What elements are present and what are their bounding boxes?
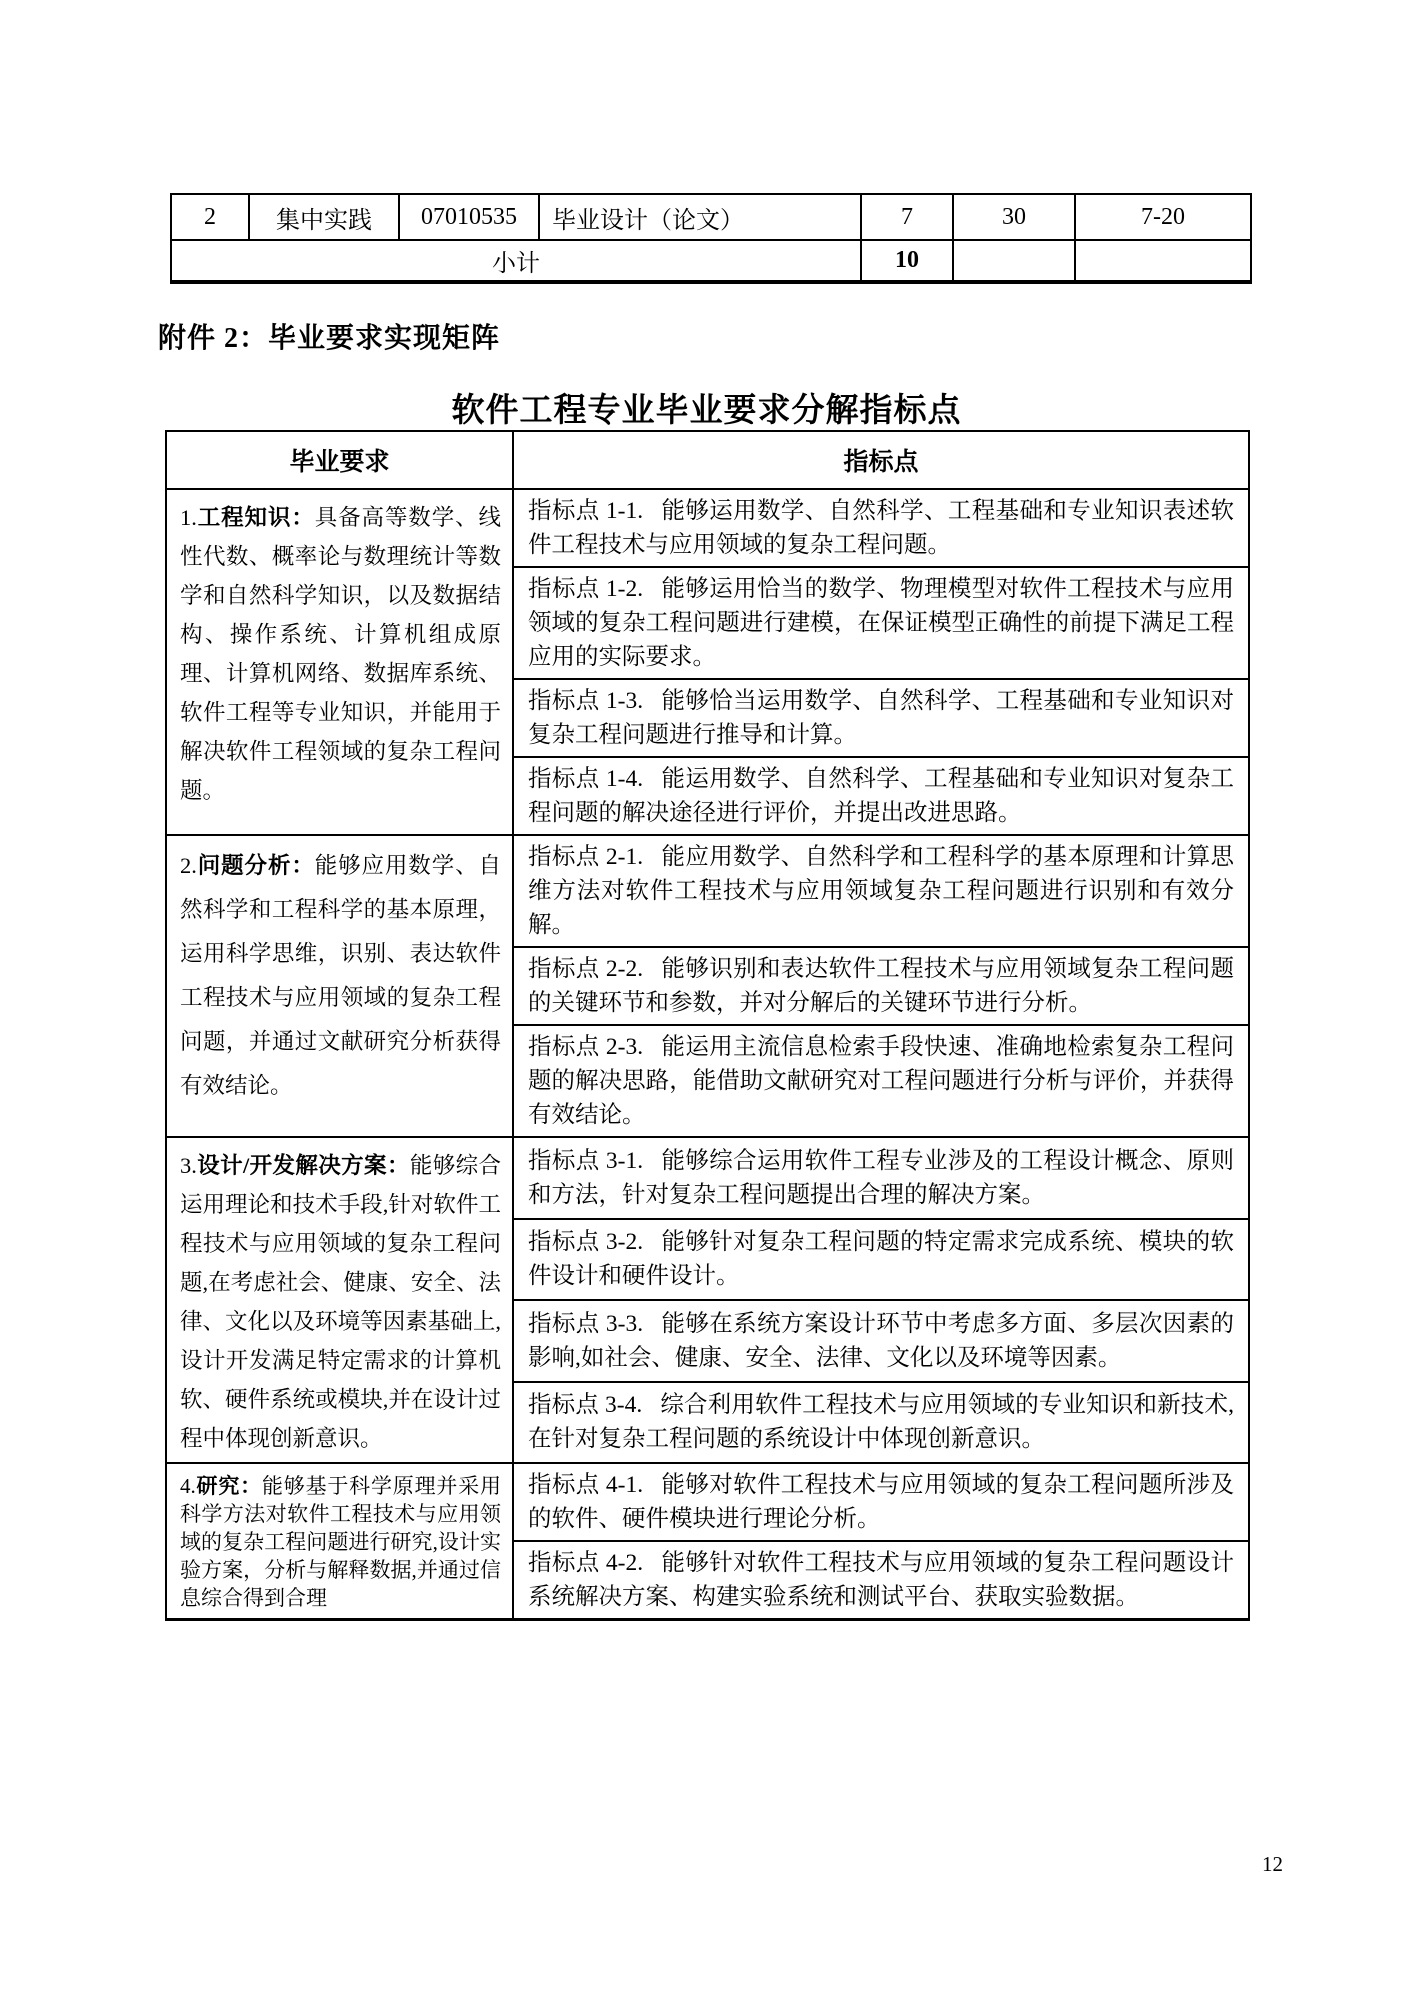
requirement-term: 设计/开发解决方案： (196, 1153, 410, 1178)
indicator-text: 能运用数学、自然科学、工程基础和专业知识对复杂工程问题的解决途径进行评价，并提出改进思路。 (528, 766, 1235, 826)
requirement-body: 能够应用数学、自然科学和工程科学的基本原理，运用科学思维，识别、表达软件工程技术与应用领域的复杂工程问题，并通过文献研究分析获得有效结论。 (180, 853, 501, 1098)
requirement-number: 3. (180, 1153, 197, 1178)
indicator-cell-2-1 (513, 835, 1249, 947)
course-hours-cell: 30 (953, 194, 1075, 240)
requirement-cell-1 (166, 489, 513, 835)
course-category-cell: 集中实践 (249, 194, 399, 240)
requirement-cell-2 (166, 835, 513, 1137)
indicator-cell-1-4 (513, 757, 1249, 835)
requirement-matrix-table (165, 430, 1250, 1621)
subtotal-hours-cell (953, 240, 1075, 282)
course-row (171, 194, 1251, 240)
indicator-cell-4-1 (513, 1463, 1249, 1541)
indicator-cell-4-2 (513, 1541, 1249, 1620)
indicator-cell-1-1 (513, 489, 1249, 567)
indicator-text: 能够针对软件工程技术与应用领域的复杂工程问题设计系统解决方案、构建实验系统和测试平台、获取实验数据。 (528, 1550, 1235, 1610)
indicator-id: 指标点 2-3. (528, 1034, 644, 1060)
course-no-cell: 2 (171, 194, 249, 240)
indicator-id: 指标点 4-1. (528, 1472, 644, 1498)
indicator-id: 指标点 3-3. (528, 1310, 644, 1337)
subtotal-weeks-cell (1075, 240, 1251, 282)
requirement-body: 能够综合运用理论和技术手段,针对软件工程技术与应用领域的复杂工程问题,在考虑社会、健康、安全、法律、文化以及环境等因素基础上,设计开发满足特定需求的计算机软、硬件系统或模块,并在设计过程中体现创新意识。 (180, 1153, 501, 1451)
requirement-number: 4. (180, 1474, 196, 1498)
page-number: 12 (1262, 1852, 1283, 1876)
indicator-text: 能应用数学、自然科学和工程科学的基本原理和计算思维方法对软件工程技术与应用领域复杂工程问题进行识别和有效分解。 (528, 844, 1235, 938)
course-credits-cell: 7 (861, 194, 953, 240)
indicator-id: 指标点 1-2. (528, 576, 644, 602)
requirement-body: 能够基于科学原理并采用科学方法对软件工程技术与应用领域的复杂工程问题进行研究,设计实验方案，分析与解释数据,并通过信息综合得到合理 (180, 1474, 502, 1610)
indicator-id: 指标点 1-1. (528, 498, 644, 524)
requirement-term: 问题分析： (196, 853, 315, 878)
indicator-cell-3-1 (513, 1137, 1249, 1219)
indicator-text: 能够对软件工程技术与应用领域的复杂工程问题所涉及的软件、硬件模块进行理论分析。 (528, 1472, 1235, 1532)
indicator-cell-3-4 (513, 1382, 1249, 1464)
indicator-cell-1-2 (513, 567, 1249, 679)
table-row (166, 1137, 1249, 1219)
indicator-text: 能够识别和表达软件工程技术与应用领域复杂工程问题的关键环节和参数，并对分解后的关键环节进行分析。 (528, 956, 1235, 1016)
course-weeks-cell: 7-20 (1075, 194, 1251, 240)
indicator-id: 指标点 1-3. (528, 688, 644, 714)
indicator-text: 能运用主流信息检索手段快速、准确地检索复杂工程问题的解决思路，能借助文献研究对工程问题进行分析与评价，并获得有效结论。 (528, 1034, 1235, 1128)
requirement-number: 2. (180, 853, 197, 878)
indicator-text: 能够综合运用软件工程专业涉及的工程设计概念、原则和方法，针对复杂工程问题提出合理的解决方案。 (528, 1147, 1235, 1208)
indicator-id: 指标点 2-1. (528, 844, 644, 870)
requirement-cell-3 (166, 1137, 513, 1463)
indicator-cell-3-3 (513, 1300, 1249, 1382)
indicator-id: 指标点 2-2. (528, 956, 644, 982)
requirement-body: 具备高等数学、线性代数、概率论与数理统计等数学和自然科学知识，以及数据结构、操作系统、计算机组成原理、计算机网络、数据库系统、软件工程等专业知识，并能用于解决软件工程领域的复杂工程问题。 (180, 505, 501, 803)
indicator-text: 能够针对复杂工程问题的特定需求完成系统、模块的软件设计和硬件设计。 (528, 1229, 1235, 1290)
indicator-id: 指标点 4-2. (528, 1550, 644, 1576)
requirement-term: 研究： (195, 1474, 262, 1498)
table-row (166, 835, 1249, 947)
subtotal-row (171, 240, 1251, 282)
indicator-text: 综合利用软件工程技术与应用领域的专业知识和新技术,在针对复杂工程问题的系统设计中体现创新意识。 (528, 1392, 1234, 1453)
subtotal-credits-cell: 10 (861, 240, 953, 282)
indicator-id: 指标点 3-4. (528, 1392, 643, 1419)
requirement-number: 1. (180, 505, 197, 530)
requirement-cell-4 (166, 1463, 513, 1620)
matrix-header-row (166, 431, 1249, 489)
course-code-cell: 07010535 (399, 194, 539, 240)
table-row (166, 1463, 1249, 1541)
indicator-cell-2-3 (513, 1025, 1249, 1137)
indicator-text: 能够运用恰当的数学、物理模型对软件工程技术与应用领域的复杂工程问题进行建模，在保证模型正确性的前提下满足工程应用的实际要求。 (528, 576, 1235, 670)
course-name-cell: 毕业设计（论文） (539, 194, 861, 240)
indicator-id: 指标点 1-4. (528, 766, 644, 792)
indicator-text: 能够运用数学、自然科学、工程基础和专业知识表述软件工程技术与应用领域的复杂工程问题。 (528, 498, 1235, 558)
indicator-id: 指标点 3-1. (528, 1147, 644, 1174)
indicator-cell-1-3 (513, 679, 1249, 757)
practice-course-table (170, 193, 1252, 284)
matrix-title: 软件工程专业毕业要求分解指标点 (451, 393, 962, 429)
indicator-cell-3-2 (513, 1219, 1249, 1301)
indicator-text: 能够恰当运用数学、自然科学、工程基础和专业知识对复杂工程问题进行推导和计算。 (528, 688, 1235, 748)
subtotal-label-cell: 小计 (171, 240, 861, 282)
requirement-term: 工程知识： (196, 505, 315, 530)
attachment-heading: 附件 2：毕业要求实现矩阵 (158, 323, 501, 354)
indicator-id: 指标点 3-2. (528, 1229, 644, 1256)
requirement-column-header: 毕业要求 (166, 431, 513, 489)
indicator-cell-2-2 (513, 947, 1249, 1025)
table-row (166, 489, 1249, 567)
indicator-text: 能够在系统方案设计环节中考虑多方面、多层次因素的影响,如社会、健康、安全、法律、文化以及环境等因素。 (528, 1310, 1235, 1371)
indicator-column-header: 指标点 (513, 431, 1249, 489)
